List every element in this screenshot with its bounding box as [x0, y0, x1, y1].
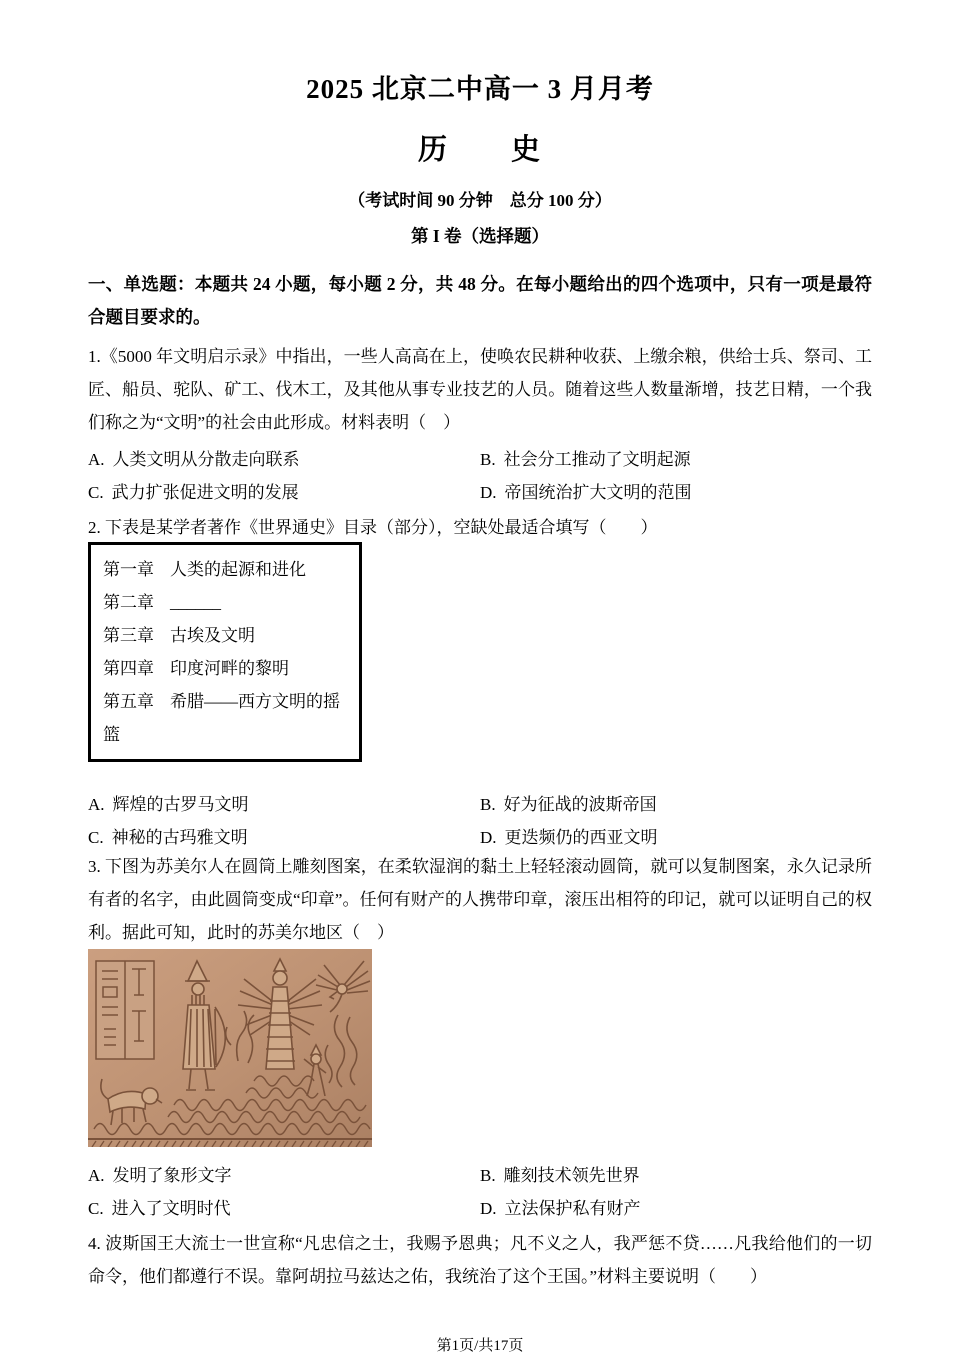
question-4-stem: 4. 波斯国王大流士一世宣称“凡忠信之士，我赐予恩典；凡不义之人，我严惩不贷……凡我给他们的一切命令，他们都遵行不误。靠阿胡拉马兹达之佑，我统治了这个王国。”材料主要说明（ ） — [88, 1234, 872, 1286]
question-1-option-a — [88, 443, 480, 476]
question-2-options — [88, 788, 872, 854]
toc-row-1 — [103, 553, 349, 586]
option-letter: B. — [480, 795, 496, 814]
question-1-option-c — [88, 476, 480, 509]
question-2-option-a — [88, 788, 480, 821]
chapter-label: 第一章 — [103, 560, 154, 579]
page-title: 2025 北京二中高一 3 月月考 — [306, 74, 654, 104]
option-text: 发明了象形文字 — [112, 1166, 232, 1185]
option-letter: C. — [88, 828, 104, 847]
option-letter: D. — [480, 1199, 497, 1218]
chapter-label: 第三章 — [103, 626, 154, 645]
question-2-option-b — [480, 788, 872, 821]
question-3-options — [88, 1159, 872, 1225]
option-letter: A. — [88, 450, 105, 469]
option-text: 武力扩张促进文明的发展 — [111, 483, 299, 502]
cylinder-seal-image — [88, 949, 372, 1147]
question-3-option-a — [88, 1159, 480, 1192]
option-text: 进入了文明时代 — [111, 1199, 231, 1218]
option-letter: D. — [480, 483, 497, 502]
chapter-title: 人类的起源和进化 — [170, 560, 306, 579]
toc-row-2 — [103, 586, 349, 619]
question-1-options — [88, 443, 872, 509]
question-2 — [88, 511, 872, 854]
question-3-option-c — [88, 1192, 480, 1225]
question-2-stem: 2. 下表是某学者著作《世界通史》目录（部分），空缺处最适合填写（ ） — [88, 518, 658, 537]
question-1-option-b — [480, 443, 872, 476]
toc-row-5 — [103, 685, 349, 751]
option-letter: A. — [88, 795, 105, 814]
question-1 — [88, 340, 872, 509]
cuneiform-panel — [96, 961, 154, 1059]
exam-info: （考试时间 90 分钟 总分 100 分） — [348, 191, 612, 210]
section-intro: 一、单选题：本题共 24 小题，每小题 2 分，共 48 分。在每小题给出的四个选项中，只有一项是最符合题目要求的。 — [88, 274, 872, 327]
chapter-title: 希腊——西方文明的摇篮 — [103, 692, 340, 744]
chapter-title: 古埃及文明 — [170, 626, 255, 645]
option-letter: B. — [480, 1166, 496, 1185]
option-text: 好为征战的波斯帝国 — [503, 795, 657, 814]
option-letter: C. — [88, 1199, 104, 1218]
question-3-option-b — [480, 1159, 872, 1192]
toc-row-3 — [103, 619, 349, 652]
chapter-title: ______ — [170, 593, 221, 612]
option-text: 社会分工推动了文明起源 — [503, 450, 691, 469]
chapter-title: 印度河畔的黎明 — [170, 659, 289, 678]
volume-heading: 第 I 卷（选择题） — [410, 226, 550, 246]
option-letter: A. — [88, 1166, 105, 1185]
option-text: 帝国统治扩大文明的范围 — [504, 483, 692, 502]
toc-row-4 — [103, 652, 349, 685]
question-1-stem: 1.《5000 年文明启示录》中指出，一些人高高在上，使唤农民耕种收获、上缴余粮，供给士兵、祭司、工匠、船员、驼队、矿工、伐木工，及其他从事专业技艺的人员。随着这些人数量渐增，技艺日精，一个我们称之为“文明”的社会由此形成。材料表明（ ） — [88, 347, 872, 432]
option-text: 人类文明从分散走向联系 — [112, 450, 300, 469]
question-1-option-d — [480, 476, 872, 509]
question-3-option-d — [480, 1192, 872, 1225]
option-letter: C. — [88, 483, 104, 502]
option-text: 更迭频仍的西亚文明 — [504, 828, 658, 847]
option-letter: B. — [480, 450, 496, 469]
option-text: 辉煌的古罗马文明 — [112, 795, 249, 814]
option-letter: D. — [480, 828, 497, 847]
chapter-label: 第二章 — [103, 593, 154, 612]
toc-table — [88, 542, 362, 762]
chapter-label: 第四章 — [103, 659, 154, 678]
option-text: 雕刻技术领先世界 — [503, 1166, 640, 1185]
question-4 — [88, 1227, 872, 1293]
option-text: 立法保护私有财产 — [504, 1199, 641, 1218]
question-3-stem: 3. 下图为苏美尔人在圆筒上雕刻图案，在柔软湿润的黏土上轻轻滚动圆筒，就可以复制图案，永久记录所有者的名字，由此圆筒变成“印章”。任何有财产的人携带印章，滚压出相符的印记，就可以证明自己的权利。据此可知，此时的苏美尔地区（ ） — [88, 857, 872, 942]
option-text: 神秘的古玛雅文明 — [111, 828, 248, 847]
page-number: 第1页/共17页 — [436, 1338, 524, 1354]
chapter-label: 第五章 — [103, 692, 154, 711]
question-3 — [88, 850, 872, 1225]
subject-title: 历 史 — [417, 134, 542, 166]
